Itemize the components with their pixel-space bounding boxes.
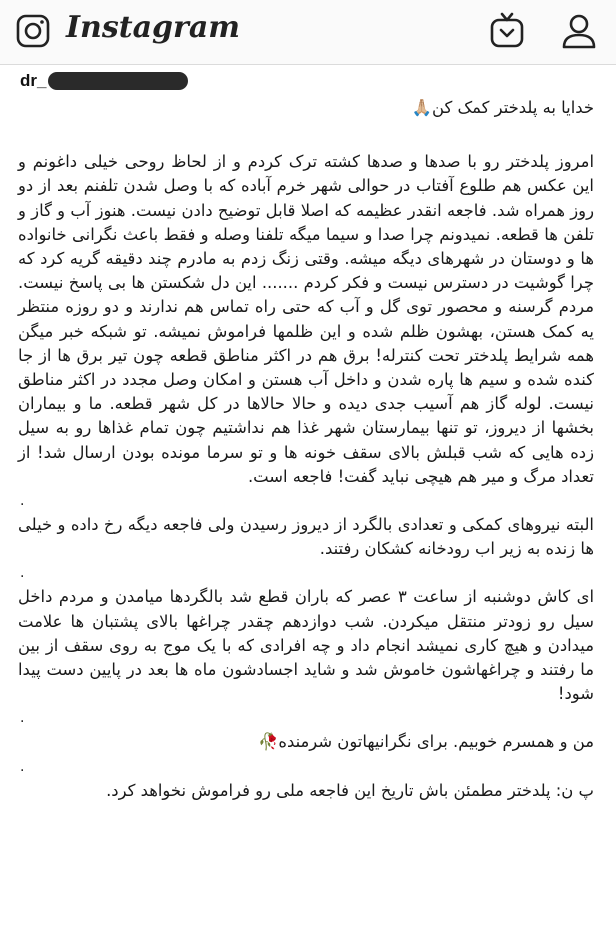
username[interactable]: dr_ [20,71,47,90]
separator-dot: . [20,758,25,775]
post-author[interactable] [20,70,188,92]
caption-title: خدایا به پلدختر کمک کن🙏🏼 [411,98,594,117]
top-navigation-bar [0,0,616,65]
caption-paragraph-2: البته نیروهای کمکی و تعدادی بالگرد از دیروز رسیدن ولی فاجعه دیگه رخ داده و خیلی ها زنده به زیر اب رودخانه کشکان رفتند. [18,515,594,559]
separator-dot: . [20,710,25,727]
caption-paragraph-4: من و همسرم خوبیم. برای نگرانیهاتون شرمنده🥀 [257,732,594,752]
igtv-icon[interactable] [488,12,526,50]
post-caption [18,96,594,803]
separator-dot: . [20,493,25,510]
separator-dot: . [20,565,25,582]
caption-paragraph-3: ای کاش دوشنبه از ساعت ۳ عصر که باران قطع شد بالگردها میامدن و مردم داخل سیل رو زودتر منتقل میکردن. شب دوازدهم چقدر چراغها بالای پشتبان ها علامت میدادن و هیچ کاری نمیشد انجام داد و چه افرادی که با یک موج به روی سقف از بین ما رفتند و چراغهاشون خاموش شد و شاید اجسادشون ماه ها بعد در پایین دست پیدا شود! [18,587,595,704]
profile-icon[interactable] [560,12,598,50]
caption-paragraph-1: امروز پلدختر رو با صدها و صدها کشته ترک کردم و از لحاظ روحی خیلی داغونم و این عکس هم طلوع آفتاب در حوالی شهر خرم آباده که با وصل شدن تلفنم بعد از دو روز همراه شد. فاجعه انقدر عظیمه که اصلا قابل توضیح دادن نیست. هنوز آب و گاز و تلفن ها قطعه. نمیدونم چرا صدا و سیما میگه تلفنا وصله و فقط باعث نگرانی خانواده ها و دوستان در شهرهای دیگه میشه. وقتی زنگ زدم به مادرم چند دقیقه گریه کرد که چرا گوشیت در دسترس نیست و فکر کردم ....... این دل شکستن ها بی پاسخ نیست. مردم گرسنه و محصور توی گل و آب که حتی راه تماس هم ندارند و دو روزه منتظر یه کمک هستن، بهشون ظلم شده و این ظلمها فراموش نمیشه. تو شبکه خبر میگن همه شرایط پلدختر تحت کنترله! برق هم در اکثر مناطق قطعه چون تیر برق ها از جا کنده شده و سیم ها پاره شدن و داخل آب هستن و امکان وصل مجدد در اکثر مناطق نیست. لوله گاز هم آسیب جدی دیده و حالا حالاها در کل شهر قطعه. ما و بیماران بخشها از دیروز، تو تنها بیمارستان شهر غذا هم نداشتیم چون تمام غذاها رو به سیل زده هایی که شب قبلش بالای سقف خونه ها و تو سرما مونده بودن ارسال شد! از تعداد مرگ و میر هم هیچی نباید گفت! فاجعه است. [18,152,594,486]
caption-paragraph-5: پ ن: پلدختر مطمئن باش تاریخ این فاجعه ملی رو فراموش نخواهد کرد. [106,780,594,800]
redacted-username [48,72,188,90]
instagram-camera-icon[interactable] [16,14,50,48]
instagram-wordmark[interactable]: Instagram [66,10,240,45]
